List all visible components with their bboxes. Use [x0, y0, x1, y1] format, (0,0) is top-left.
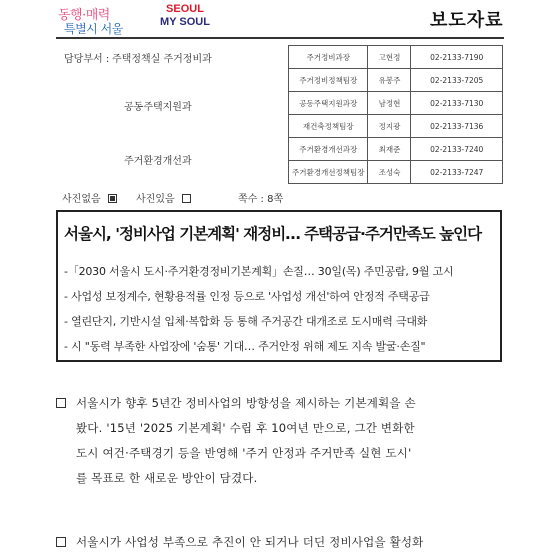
- dept-name: 주택정책실 주거정비과: [112, 54, 212, 65]
- contact-phone: 02-2133-7136: [411, 115, 503, 138]
- paragraph-marker-box: [56, 537, 66, 547]
- contact-name: 정지광: [368, 115, 411, 138]
- contact-role: 주거정비정책팀장: [289, 69, 368, 92]
- page-count: 쪽수 : 8쪽: [238, 194, 284, 205]
- headline-box: [56, 210, 502, 362]
- contact-phone: 02-2133-7190: [411, 46, 503, 69]
- logo-right-line2: MY SOUL: [160, 16, 210, 28]
- logo-left-line2: 특별시 서울: [64, 22, 123, 36]
- headline-bullet: - 사업성 보정계수, 현황용적률 인정 등으로 '사업성 개선'하여 안정적 주택공급: [64, 290, 430, 303]
- contact-name: 남정현: [368, 92, 411, 115]
- header-divider: [56, 37, 504, 39]
- body-paragraph-2: [76, 530, 508, 555]
- dept-sub-2: 주거환경개선과: [124, 156, 192, 167]
- contact-table: [288, 45, 503, 184]
- has-photo-checkbox: [182, 194, 191, 203]
- headline-bullet: - 열린단지, 기반시설 입체·복합화 등 통해 주거공간 대개조로 도시매력 극대화: [64, 315, 428, 328]
- contact-phone: 02-2133-7247: [411, 161, 503, 184]
- contact-row: [289, 115, 503, 138]
- contact-name: 조성숙: [368, 161, 411, 184]
- contact-name: 최재준: [368, 138, 411, 161]
- contact-role: 주거환경개선과장: [289, 138, 368, 161]
- seoul-my-soul-logo: [160, 3, 210, 37]
- paragraph-line: 를 목표로 한 새로운 방안이 담겼다.: [76, 471, 258, 485]
- contact-role: 주거환경개선정책팀장: [289, 161, 368, 184]
- headline-title: 서울시, '정비사업 기본계획' 재정비… 주택공급·주거만족도 높인다: [64, 225, 482, 243]
- paragraph-line: 서울시가 향후 5년간 정비사업의 방향성을 제시하는 기본계획을 손: [76, 396, 416, 410]
- contact-name: 고현정: [368, 46, 411, 69]
- contact-phone: 02-2133-7130: [411, 92, 503, 115]
- contact-row: [289, 46, 503, 69]
- contact-row: [289, 92, 503, 115]
- headline-bullet: - 시 "동력 부족한 사업장에 '숨통' 기대… 주거안정 위해 제도 지속 발굴·손질": [64, 340, 426, 353]
- no-photo-checkbox: [108, 194, 117, 203]
- headline-bullet: -「2030 서울시 도시·주거환경정비기본계획」손질… 30일(목) 주민공람, 9월 고시: [64, 265, 454, 278]
- paragraph-line: 봤다. '15년 '2025 기본계획' 수립 후 10여년 만으로, 그간 변화한: [76, 421, 415, 435]
- logo-left-line1: 동행·매력: [58, 8, 110, 23]
- has-photo-label: 사진있음: [136, 194, 175, 205]
- paragraph-line: 도시 여건·주택경기 등을 반영해 '주거 안정과 주거만족 실현 도시': [76, 446, 412, 460]
- logo-right-line1: SEOUL: [166, 3, 204, 15]
- seoul-slogan-logo: [58, 4, 138, 38]
- contact-name: 유봉주: [368, 69, 411, 92]
- dept-label: 담당부서 :: [64, 54, 110, 65]
- contact-phone: 02-2133-7240: [411, 138, 503, 161]
- contact-role: 주거정비과장: [289, 46, 368, 69]
- paragraph-marker-box: [56, 398, 66, 408]
- contact-phone: 02-2133-7205: [411, 69, 503, 92]
- document-title: 보도자료: [430, 10, 504, 31]
- contact-row: [289, 69, 503, 92]
- paragraph-line: 서울시가 사업성 부족으로 추진이 안 되거나 더딘 정비사업을 활성화: [76, 535, 424, 549]
- contact-role: 재건축정책팀장: [289, 115, 368, 138]
- no-photo-label: 사진없음: [62, 194, 101, 205]
- dept-sub-1: 공동주택지원과: [124, 102, 192, 113]
- contact-role: 공동주택지원과장: [289, 92, 368, 115]
- body-paragraph-1: [76, 391, 508, 491]
- contact-row: [289, 161, 503, 184]
- contact-row: [289, 138, 503, 161]
- photo-info: [62, 190, 287, 205]
